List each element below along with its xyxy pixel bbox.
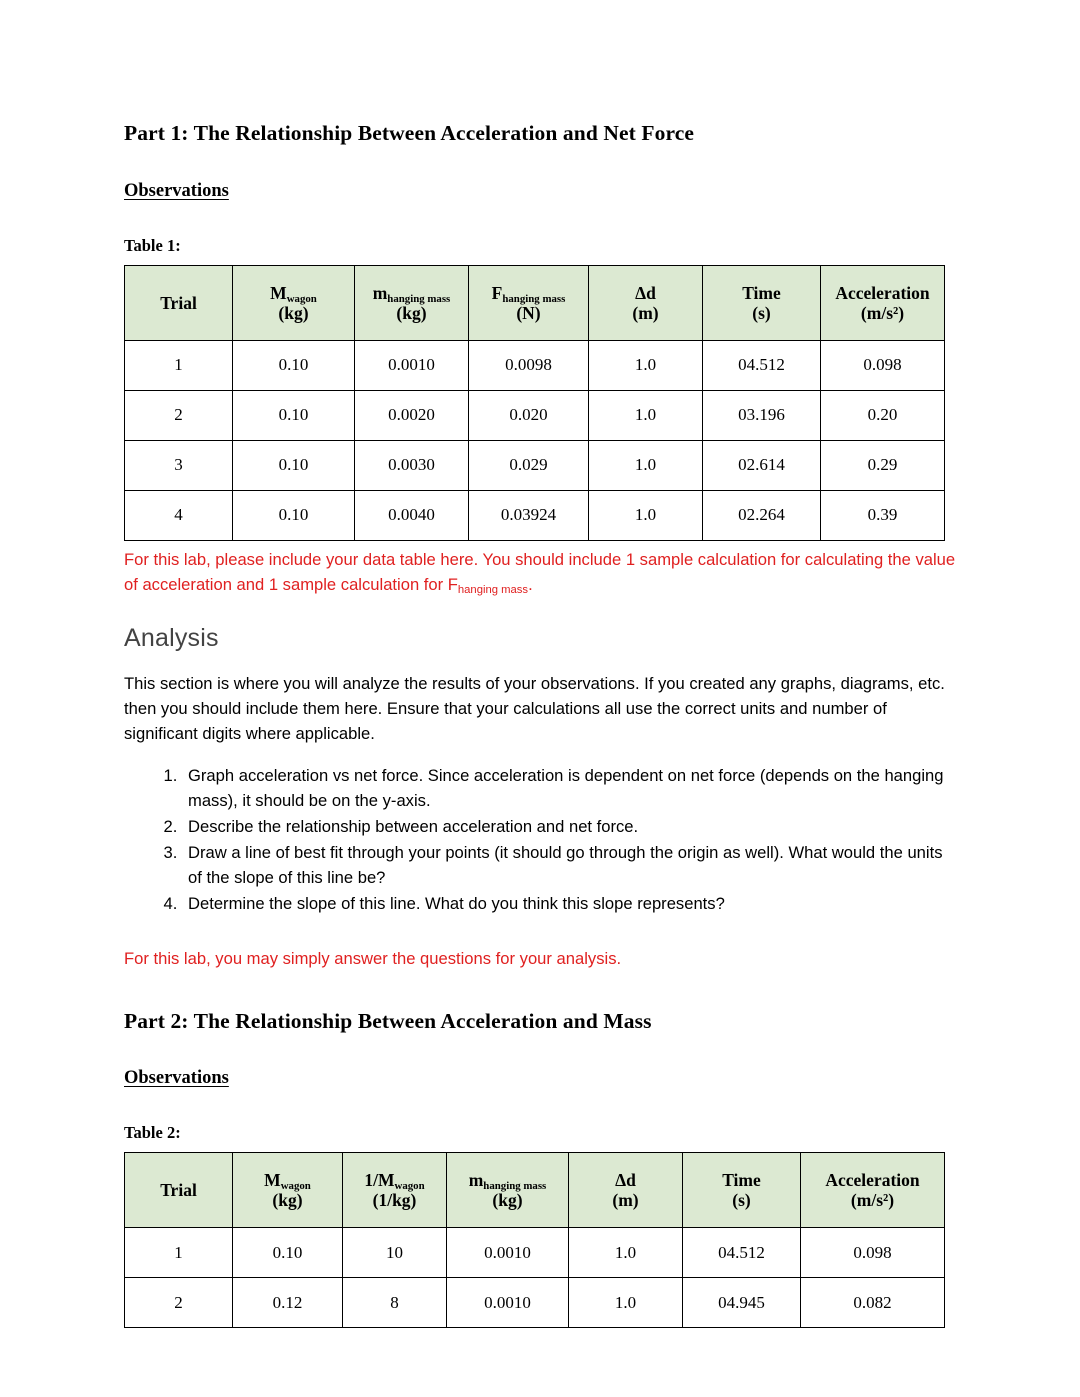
cell: 0.29 (821, 440, 945, 490)
table-2-col-trial (125, 1153, 233, 1228)
cell: 04.512 (703, 340, 821, 390)
table-2-col-delta-d-main: Δd (615, 1170, 636, 1191)
cell: 0.12 (233, 1278, 343, 1328)
list-item: 3. Draw a line of best fit through your points (it should go through the origin as well). What would the units of the slope of this line be? (182, 841, 956, 891)
table-1-col-mass-wagon-main (235, 283, 352, 303)
table-2-col-inverse-mass-wagon-unit: (1/kg) (372, 1190, 417, 1211)
table-2-col-acceleration-main: Acceleration (825, 1170, 920, 1191)
cell: 2 (125, 390, 233, 440)
cell: 0.0020 (355, 390, 469, 440)
table-2-col-acceleration (801, 1153, 945, 1228)
cell: 0.098 (821, 340, 945, 390)
table-1-col-delta-d-main: Δd (635, 282, 656, 303)
subscript: wagon (286, 292, 317, 305)
cell: 03.196 (703, 390, 821, 440)
table-1-col-force-hanging-main (471, 283, 586, 303)
table-2-col-mass-wagon (233, 1153, 343, 1228)
table-1-col-force-hanging (469, 265, 589, 340)
table-1-col-force-hanging-unit: (N) (516, 302, 541, 323)
cell: 0.0010 (447, 1228, 569, 1278)
cell: 0.0010 (355, 340, 469, 390)
cell: 0.10 (233, 390, 355, 440)
cell: 1 (125, 340, 233, 390)
table-2-col-mass-hanging (447, 1153, 569, 1228)
analysis-intro-paragraph: This section is where you will analyze the results of your observations. If you created any graphs, diagrams, etc. then you should include them here. Ensure that your calculations all use the correct units and number of significant digits where applicable. (124, 673, 945, 744)
table-1-col-delta-d (589, 265, 703, 340)
cell: 0.0030 (355, 440, 469, 490)
cell: 1.0 (589, 440, 703, 490)
table-2-header-row (125, 1153, 945, 1228)
table-1-label: Table 1: (124, 235, 181, 255)
cell: 0.10 (233, 340, 355, 390)
table-1-col-time-unit: (s) (752, 302, 771, 323)
table-1-col-mass-hanging (355, 265, 469, 340)
table-1-col-mass-wagon-unit: (kg) (278, 302, 309, 323)
cell: 3 (125, 440, 233, 490)
cell: 0.20 (821, 390, 945, 440)
cell: 1.0 (569, 1278, 683, 1328)
subscript: wagon (394, 1180, 425, 1193)
list-item: 4. Determine the slope of this line. What do you think this slope represents? (182, 892, 956, 917)
cell: 0.0098 (469, 340, 589, 390)
table-1-col-acceleration-unit: (m/s²) (860, 302, 905, 323)
table-row (125, 440, 945, 490)
cell: 4 (125, 490, 233, 540)
cell: 0.03924 (469, 490, 589, 540)
cell: 0.39 (821, 490, 945, 540)
cell: 1.0 (569, 1228, 683, 1278)
table-2-col-inverse-mass-wagon (343, 1153, 447, 1228)
table-1 (124, 265, 945, 541)
table-2-col-trial-main: Trial (160, 1180, 197, 1201)
table-2-col-inverse-mass-wagon-main (345, 1170, 444, 1193)
table-1-col-delta-d-unit: (m) (632, 302, 659, 323)
table-1-col-mass-hanging-main (357, 283, 466, 303)
part-2-observations-heading: Observations (124, 1068, 229, 1089)
list-item: 1. Graph acceleration vs net force. Since acceleration is dependent on net force (depends on the hanging mass), it should be on the y-axis. (182, 764, 956, 814)
table-2-col-delta-d (569, 1153, 683, 1228)
cell: 8 (343, 1278, 447, 1328)
subscript: wagon (280, 1180, 311, 1193)
table-1-header-row (125, 265, 945, 340)
symbol: M (270, 282, 287, 303)
table-row (125, 340, 945, 390)
table-1-col-acceleration (821, 265, 945, 340)
analysis-heading: Analysis (124, 623, 219, 652)
cell: 10 (343, 1228, 447, 1278)
table-row (125, 390, 945, 440)
table-2-col-mass-hanging-main (449, 1170, 566, 1193)
table-row (125, 1228, 945, 1278)
table-row (125, 1278, 945, 1328)
table-1-col-trial-main: Trial (160, 292, 197, 313)
table-2-label: Table 2: (124, 1123, 181, 1143)
subscript: hanging mass (483, 1180, 547, 1193)
red-note-period: . (528, 574, 533, 594)
table-row (125, 490, 945, 540)
subscript: hanging mass (502, 292, 566, 305)
table-1-body (125, 340, 945, 540)
table-1-col-mass-wagon (233, 265, 355, 340)
cell: 02.614 (703, 440, 821, 490)
table-1-red-note (124, 548, 956, 598)
table-1-col-time-main: Time (742, 282, 781, 303)
subscript: hanging mass (387, 292, 451, 305)
cell: 1 (125, 1228, 233, 1278)
table-2 (124, 1152, 945, 1328)
cell: 1.0 (589, 490, 703, 540)
cell: 2 (125, 1278, 233, 1328)
cell: 0.10 (233, 490, 355, 540)
cell: 0.098 (801, 1228, 945, 1278)
table-2-col-delta-d-unit: (m) (612, 1190, 639, 1211)
cell: 0.029 (469, 440, 589, 490)
table-2-col-acceleration-unit: (m/s²) (850, 1190, 895, 1211)
cell: 0.0010 (447, 1278, 569, 1328)
symbol: F (491, 282, 503, 303)
table-1-col-mass-hanging-unit: (kg) (396, 302, 427, 323)
table-2-body (125, 1228, 945, 1328)
part-1-observations-heading: Observations (124, 180, 229, 201)
symbol: m (468, 1170, 484, 1191)
list-item: 2. Describe the relationship between acceleration and net force. (182, 815, 956, 840)
part-2-heading: Part 2: The Relationship Between Acceleration and Mass (124, 1008, 652, 1033)
analysis-question-list (124, 764, 956, 916)
table-2-col-mass-hanging-unit: (kg) (492, 1190, 523, 1211)
table-1-col-time (703, 265, 821, 340)
symbol: 1/M (364, 1170, 395, 1191)
table-1-col-acceleration-main: Acceleration (835, 282, 930, 303)
part-1-heading: Part 1: The Relationship Between Acceleration and Net Force (124, 121, 694, 145)
cell: 02.264 (703, 490, 821, 540)
table-2-col-time (683, 1153, 801, 1228)
cell: 1.0 (589, 340, 703, 390)
symbol: m (372, 282, 388, 303)
cell: 1.0 (589, 390, 703, 440)
table-1-col-trial (125, 265, 233, 340)
symbol: M (264, 1170, 281, 1191)
cell: 0.10 (233, 440, 355, 490)
table-2-col-time-main: Time (722, 1170, 761, 1191)
red-note-text: For this lab, please include your data table here. You should include 1 sample calculation for calculating the value of acceleration and 1 sample calculation for F (124, 549, 956, 594)
table-2-col-mass-wagon-main (235, 1170, 340, 1193)
analysis-red-note: For this lab, you may simply answer the questions for your analysis. (124, 948, 622, 968)
red-note-subscript: hanging mass (457, 583, 529, 596)
cell: 04.945 (683, 1278, 801, 1328)
cell: 04.512 (683, 1228, 801, 1278)
cell: 0.10 (233, 1228, 343, 1278)
cell: 0.0040 (355, 490, 469, 540)
table-2-col-time-unit: (s) (732, 1190, 751, 1211)
cell: 0.082 (801, 1278, 945, 1328)
cell: 0.020 (469, 390, 589, 440)
table-2-col-mass-wagon-unit: (kg) (272, 1190, 303, 1211)
